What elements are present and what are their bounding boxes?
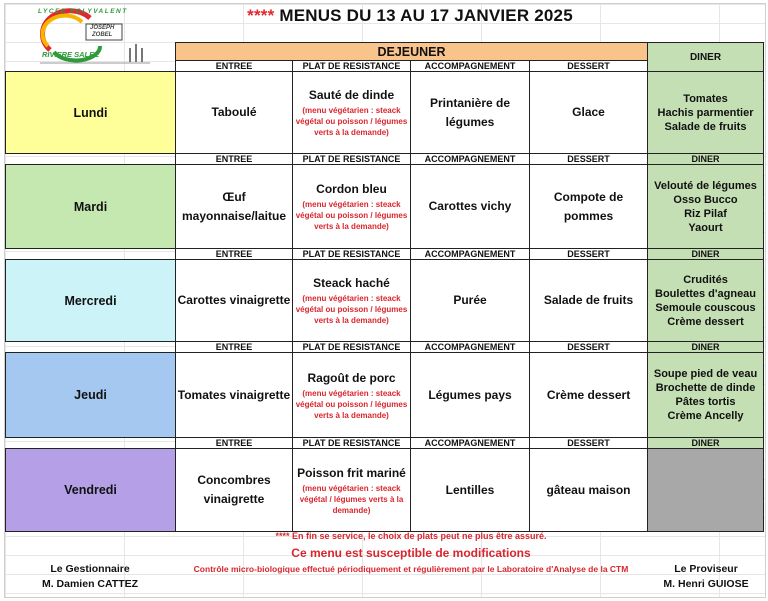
col-accompagnement: ACCOMPAGNEMENT	[411, 61, 530, 72]
vegetarian-note: (menu végétarien : steack végétal ou poisson / légumes verts à la demande)	[295, 200, 408, 231]
vegetarian-note: (menu végétarien : steack végétal ou poisson / légumes verts à la demande)	[295, 106, 408, 137]
vegetarian-note: (menu végétarien : steack végétal ou poisson / légumes verts à la demande)	[295, 388, 408, 420]
day-name: Mardi	[6, 165, 176, 249]
title-stars: ****	[247, 6, 275, 25]
control-note: Contrôle micro-biologique effectué périodiquement et régulièrement par le Laboratoire d'Analyse de la CTM	[193, 564, 629, 574]
plat-main: Sauté de dinde	[308, 88, 395, 102]
dessert-cell: Crème dessert	[530, 353, 648, 438]
column-header-row	[6, 249, 764, 260]
plat-cell	[293, 353, 411, 438]
dessert-cell: Glace	[530, 72, 648, 154]
day-row	[6, 353, 764, 438]
diner-item: Osso Bucco	[673, 193, 738, 206]
empty-corner	[6, 249, 176, 260]
plat-main: Ragoût de porc	[307, 370, 396, 385]
entree-cell: Carottes vinaigrette	[176, 260, 293, 342]
proviseur-name: M. Henri GUIOSE	[663, 578, 749, 590]
col-dessert: DESSERT	[530, 438, 648, 449]
col-plat: PLAT DE RESISTANCE	[293, 249, 411, 260]
entree-cell: Œuf mayonnaise/laitue	[176, 165, 293, 249]
col-diner: DINER	[648, 342, 764, 353]
page-title	[170, 6, 650, 26]
diner-item: Boulettes d'agneau	[655, 287, 757, 300]
column-header-row	[6, 154, 764, 165]
col-dessert: DESSERT	[530, 342, 648, 353]
empty-corner	[6, 61, 176, 72]
col-diner: DINER	[648, 154, 764, 165]
menu-table	[5, 42, 764, 532]
dessert-cell: Compote de pommes	[530, 165, 648, 249]
diner-item: Crudités	[683, 273, 728, 286]
diner-cell	[648, 72, 764, 154]
diner-item: Brochette de dinde	[655, 382, 756, 394]
empty-corner	[6, 342, 176, 353]
gestionnaire-role: Le Gestionnaire	[50, 563, 130, 575]
dessert-cell: Salade de fruits	[530, 260, 648, 342]
diner-item: Crème dessert	[667, 315, 744, 328]
logo-name-line2: ZOBEL	[92, 32, 113, 38]
col-accompagnement: ACCOMPAGNEMENT	[411, 154, 530, 165]
day-name: Lundi	[6, 72, 176, 154]
col-entree: ENTREE	[176, 249, 293, 260]
col-plat: PLAT DE RESISTANCE	[293, 342, 411, 353]
col-dessert: DESSERT	[530, 154, 648, 165]
column-header-row	[6, 438, 764, 449]
col-dessert: DESSERT	[530, 61, 648, 72]
plat-cell	[293, 449, 411, 532]
accompagnement-cell: Printanière de légumes	[411, 72, 530, 154]
dejeuner-header: DEJEUNER	[176, 43, 648, 61]
plat-cell	[293, 165, 411, 249]
empty-corner	[6, 154, 176, 165]
plat-main: Poisson frit mariné	[297, 465, 406, 480]
col-plat: PLAT DE RESISTANCE	[293, 61, 411, 72]
meal-header-row	[6, 43, 764, 61]
col-plat: PLAT DE RESISTANCE	[293, 154, 411, 165]
diner-item: Hachis parmentier	[657, 106, 754, 119]
logo-bottom-text: RIVIERE SALEE	[42, 50, 100, 59]
col-diner: DINER	[648, 438, 764, 449]
day-name: Jeudi	[6, 353, 176, 438]
diner-item: Salade de fruits	[664, 120, 747, 133]
dessert-cell: gâteau maison	[530, 449, 648, 532]
column-header-row	[6, 342, 764, 353]
col-accompagnement: ACCOMPAGNEMENT	[411, 249, 530, 260]
diner-item: Tomates	[683, 92, 728, 105]
accompagnement-cell: Lentilles	[411, 449, 530, 532]
day-row	[6, 449, 764, 532]
empty-corner	[6, 43, 176, 61]
diner-cell	[648, 353, 764, 438]
logo-top-text: LYCEE POLYVALENT	[38, 8, 128, 15]
col-entree: ENTREE	[176, 154, 293, 165]
plat-main: Cordon bleu	[316, 182, 387, 196]
accompagnement-cell: Purée	[411, 260, 530, 342]
day-row	[6, 72, 764, 154]
col-accompagnement: ACCOMPAGNEMENT	[411, 342, 530, 353]
modifications-note: Ce menu est susceptible de modifications	[291, 546, 531, 560]
col-diner: DINER	[648, 249, 764, 260]
entree-cell: Tomates vinaigrette	[176, 353, 293, 438]
entree-cell: Taboulé	[176, 72, 293, 154]
accompagnement-cell: Carottes vichy	[411, 165, 530, 249]
logo-name-line1: JOSEPH	[90, 25, 115, 31]
diner-item: Semoule couscous	[655, 301, 756, 314]
plat-main: Steack haché	[313, 276, 390, 290]
service-note: **** En fin se service, le choix de plats peut ne plus être assuré.	[275, 531, 547, 541]
col-entree: ENTREE	[176, 342, 293, 353]
accompagnement-cell: Légumes pays	[411, 353, 530, 438]
col-plat: PLAT DE RESISTANCE	[293, 438, 411, 449]
day-row	[6, 260, 764, 342]
day-row	[6, 165, 764, 249]
vegetarian-note: (menu végétarien : steack végétal ou poisson / légumes verts à la demande)	[295, 294, 408, 325]
diner-cell	[648, 165, 764, 249]
title-text: MENUS DU 13 AU 17 JANVIER 2025	[279, 6, 573, 25]
diner-item: Soupe pied de veau	[653, 368, 758, 380]
diner-item: Velouté de légumes	[654, 179, 757, 192]
gestionnaire-name: M. Damien CATTEZ	[41, 578, 139, 590]
col-accompagnement: ACCOMPAGNEMENT	[411, 438, 530, 449]
entree-cell: Concombres vinaigrette	[176, 449, 293, 532]
day-name: Vendredi	[6, 449, 176, 532]
vegetarian-note: (menu végétarien : steack végétal / légumes verts à la demande)	[299, 483, 404, 515]
diner-cell	[648, 260, 764, 342]
diner-item: Yaourt	[688, 221, 723, 234]
diner-cell-empty	[648, 449, 764, 532]
col-dessert: DESSERT	[530, 249, 648, 260]
col-entree: ENTREE	[176, 61, 293, 72]
diner-item: Crème Ancelly	[667, 410, 744, 422]
col-entree: ENTREE	[176, 438, 293, 449]
diner-header: DINER	[648, 43, 764, 72]
plat-cell	[293, 72, 411, 154]
diner-item: Pâtes tortis	[675, 396, 736, 408]
proviseur-role: Le Proviseur	[674, 563, 738, 575]
day-name: Mercredi	[6, 260, 176, 342]
empty-corner	[6, 438, 176, 449]
plat-cell	[293, 260, 411, 342]
diner-item: Riz Pilaf	[684, 207, 727, 220]
